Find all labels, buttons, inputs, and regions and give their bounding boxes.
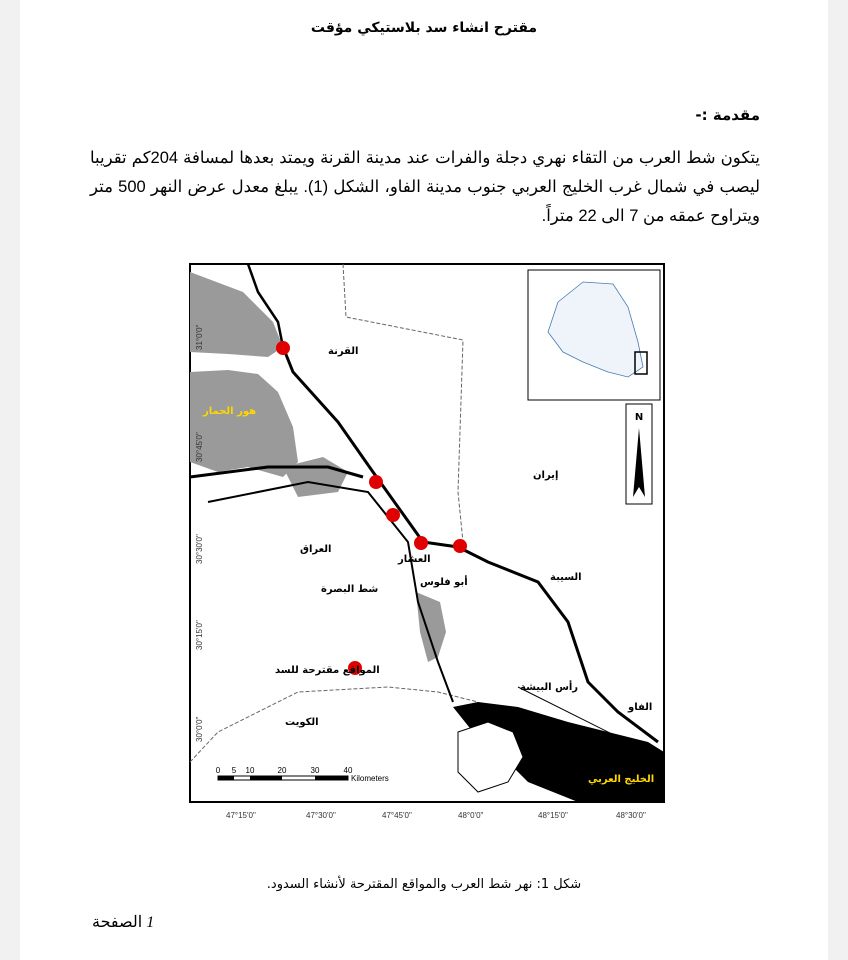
intro-paragraph: يتكون شط العرب من التقاء نهري دجلة والفرات عند مدينة القرنة ويمتد بعدها لمسافة 204كم تقريبا ليصب في شمال غرب الخليج العربي جنوب مدينة الفاو، الشكل (1). يبلغ معدل عرض النهر 500 متر ويتراوح عمقه من 7 الى 22 متراً.	[90, 149, 761, 225]
page-label: الصفحة	[92, 914, 143, 931]
scale-unit: Kilometers	[351, 774, 389, 783]
label-gulf: الخليج العربي	[588, 774, 655, 785]
label-kuwait: الكويت	[285, 717, 319, 728]
scale-tick-30: 30	[310, 766, 320, 775]
label-fao: الفاو	[628, 702, 653, 713]
page-footer	[92, 912, 154, 932]
lat-tick-3: 30°30'0"	[195, 534, 204, 564]
lat-tick-4: 30°15'0"	[195, 620, 204, 650]
label-ashar: العشار	[398, 554, 431, 565]
north-label: N	[634, 412, 644, 423]
label-qurna: القرنة	[328, 346, 359, 357]
lat-tick-1: 31°0'0"	[195, 324, 204, 350]
site-marker-abu-flous	[453, 539, 467, 553]
site-marker-2	[369, 475, 383, 489]
section-heading: مقدمة :-	[695, 106, 760, 124]
scale-tick-10: 10	[245, 766, 255, 775]
document-title: مقترح انشاء سد بلاستيكي مؤقت	[310, 20, 538, 36]
label-abu-flous: أبو فلوس	[420, 577, 468, 588]
label-siba: السيبة	[550, 572, 582, 583]
lon-tick-2: 47°30'0"	[306, 811, 336, 820]
label-proposed-sites: المواقع مقترحة للسد	[275, 665, 380, 676]
site-marker-3	[386, 508, 400, 522]
lon-tick-4: 48°0'0"	[458, 811, 484, 820]
label-iraq: العراق	[300, 544, 332, 555]
label-shatt-basra: شط البصرة	[321, 584, 379, 595]
site-marker-ashar	[414, 536, 428, 550]
label-iran: إيران	[533, 470, 559, 481]
label-hor-hammar: هور الحمار	[203, 406, 257, 417]
lon-tick-5: 48°15'0"	[538, 811, 568, 820]
scale-tick-5: 5	[231, 766, 237, 775]
figure-caption: شكل 1: نهر شط العرب والمواقع المقترحة لأنشاء السدود.	[266, 877, 582, 892]
page-number: 1	[146, 914, 155, 931]
scale-tick-40: 40	[343, 766, 353, 775]
lon-tick-6: 48°30'0"	[616, 811, 646, 820]
scale-tick-0: 0	[215, 766, 221, 775]
scale-tick-20: 20	[277, 766, 287, 775]
lon-tick-1: 47°15'0"	[226, 811, 256, 820]
label-ras-bisha: رأس البيشة	[520, 682, 579, 693]
lat-tick-5: 30°0'0"	[195, 716, 204, 742]
lat-tick-2: 30°45'0"	[195, 432, 204, 462]
document-page	[20, 0, 828, 960]
site-marker-qurna	[276, 341, 290, 355]
shatt-al-arab-map	[188, 262, 668, 832]
lon-tick-3: 47°45'0"	[382, 811, 412, 820]
